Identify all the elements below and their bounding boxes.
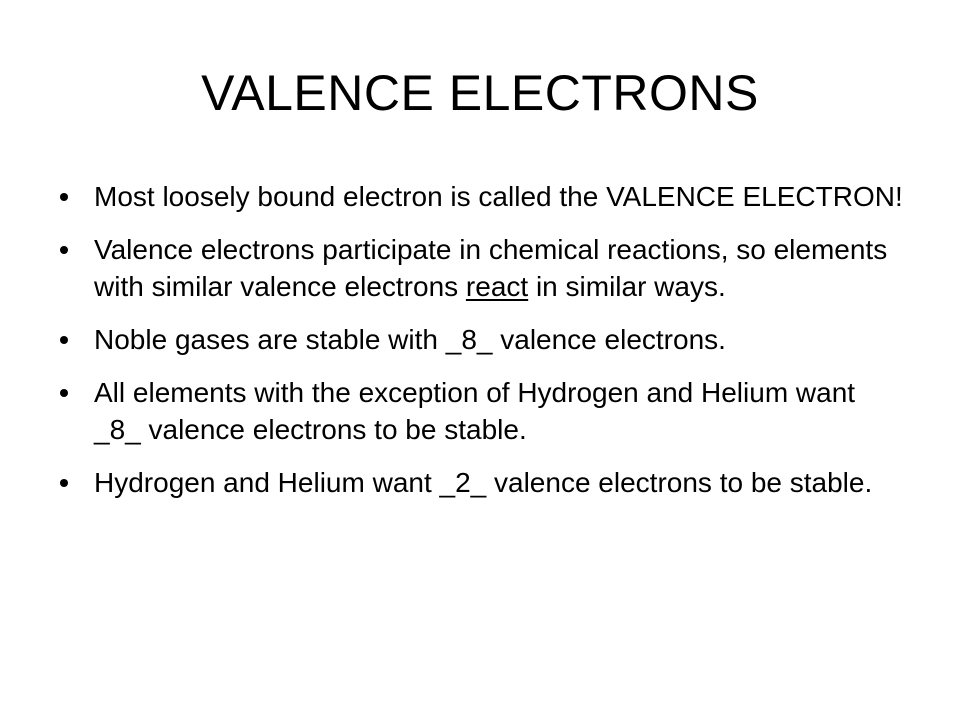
fill-in-blank: _8_ (445, 324, 493, 355)
fill-in-blank: _2_ (439, 467, 487, 498)
bullet-text-after: valence electrons to be stable. (140, 414, 527, 445)
bullet-icon (60, 336, 68, 344)
bullet-icon (60, 389, 68, 397)
bullet-item-valence-reactions (58, 231, 904, 305)
bullet-icon (60, 246, 68, 254)
bullet-text-after: valence electrons to be stable. (486, 467, 873, 498)
bullet-text-after: in similar ways. (528, 271, 726, 302)
bullet-item-hydrogen-helium (58, 464, 904, 501)
bullet-text-before: Valence electrons participate in chemical reactions, so elements with similar valence electrons (94, 234, 888, 302)
fill-in-blank: _8_ (94, 414, 141, 445)
bullet-text: Most loosely bound electron is called the VALENCE ELECTRON! (94, 181, 903, 212)
bullet-item-valence-definition (58, 178, 904, 215)
bullet-text-before: Hydrogen and Helium want (94, 467, 440, 498)
bullet-list (58, 178, 904, 517)
bullet-item-noble-gases (58, 321, 904, 358)
slide-title: VALENCE ELECTRONS (201, 65, 759, 121)
bullet-icon (60, 193, 68, 201)
underlined-word: react (465, 271, 529, 302)
bullet-text-before: All elements with the exception of Hydrogen and Helium want (94, 377, 856, 408)
bullet-icon (60, 479, 68, 487)
bullet-item-all-elements (58, 374, 904, 448)
bullet-text-before: Noble gases are stable with (94, 324, 446, 355)
bullet-text-after: valence electrons. (492, 324, 726, 355)
